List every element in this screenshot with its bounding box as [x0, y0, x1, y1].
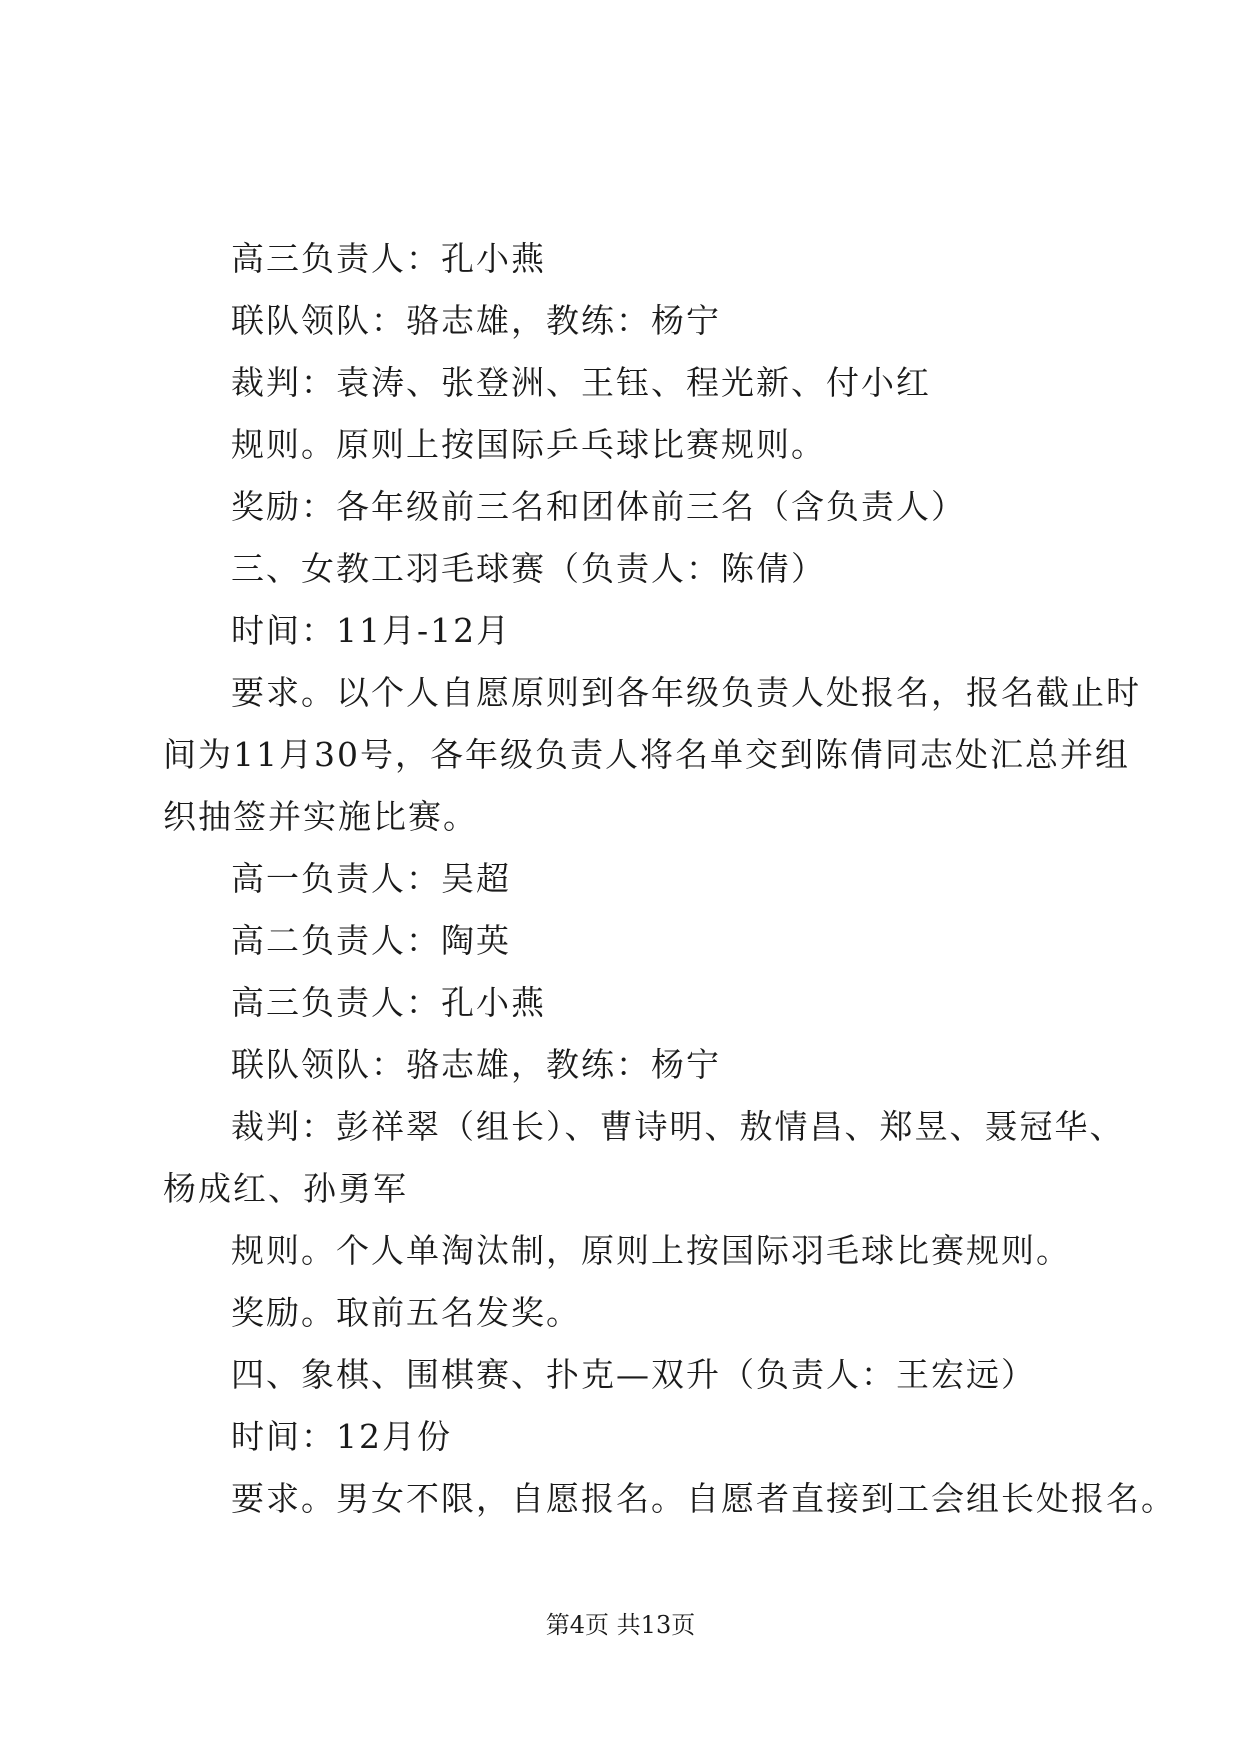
text-line: 奖励：各年级前三名和团体前三名（含负责人）	[231, 487, 966, 526]
text-line: 规则。原则上按国际乒乓球比赛规则。	[231, 425, 826, 464]
text-line: 要求。以个人自愿原则到各年级负责人处报名，报名截止时	[231, 673, 1141, 712]
text-line: 高三负责人：孔小燕	[231, 239, 546, 278]
text-line: 杨成红、孙勇军	[163, 1169, 408, 1208]
text-line: 裁判：袁涛、张登洲、王钰、程光新、付小红	[231, 363, 931, 402]
text-line: 时间：11月-12月	[231, 611, 512, 650]
text-line: 高二负责人：陶英	[231, 921, 511, 960]
text-line: 四、象棋、围棋赛、扑克—双升（负责人：王宏远）	[231, 1355, 1036, 1394]
text-line: 三、女教工羽毛球赛（负责人：陈倩）	[231, 549, 826, 588]
text-line: 规则。个人单淘汰制，原则上按国际羽毛球比赛规则。	[231, 1231, 1071, 1270]
text-line: 要求。男女不限，自愿报名。自愿者直接到工会组长处报名。	[231, 1479, 1176, 1518]
page-footer: 第4页 共13页	[545, 1611, 696, 1639]
text-line: 联队领队：骆志雄，教练：杨宁	[231, 301, 721, 340]
text-line: 时间：12月份	[231, 1417, 452, 1456]
text-line: 高一负责人：吴超	[231, 859, 511, 898]
text-line: 织抽签并实施比赛。	[163, 797, 478, 836]
document-body	[163, 228, 1176, 1530]
text-line: 裁判：彭祥翠（组长）、曹诗明、敖情昌、郑昱、聂冠华、	[231, 1107, 1125, 1146]
text-line: 间为11月30号，各年级负责人将名单交到陈倩同志处汇总并组	[163, 735, 1130, 774]
text-line: 高三负责人：孔小燕	[231, 983, 546, 1022]
text-line: 联队领队：骆志雄，教练：杨宁	[231, 1045, 721, 1084]
text-line: 奖励。取前五名发奖。	[231, 1293, 581, 1332]
